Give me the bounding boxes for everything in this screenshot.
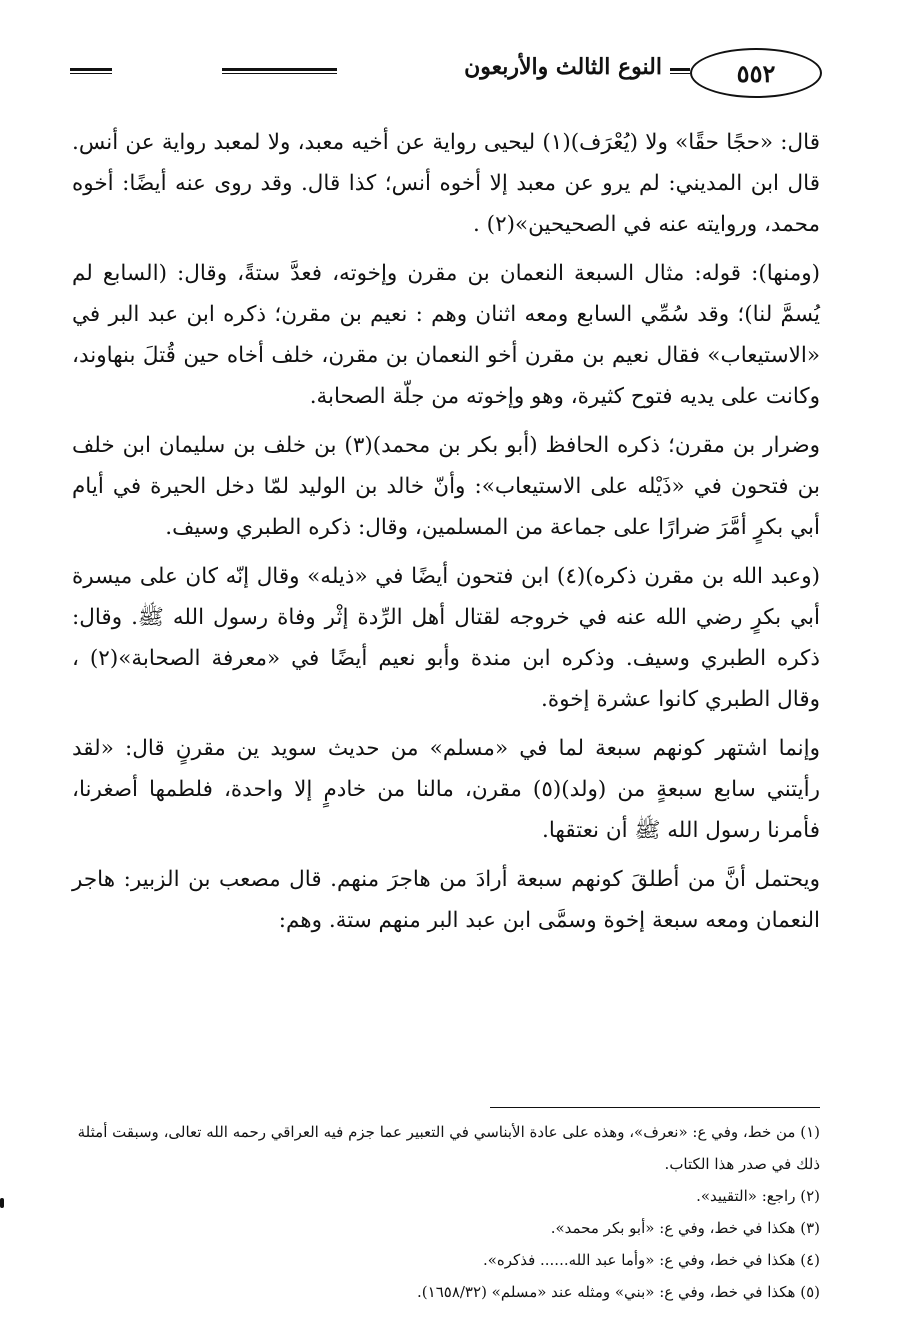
page-number: ٥٥٢: [690, 48, 822, 98]
header-rule: [670, 68, 690, 74]
footnote: (٣) هكذا في خط، وفي ع: «أبو بكر محمد».: [550, 1219, 820, 1237]
footnote: (١) من خط، وفي ع: «نعرف»، وهذه على عادة الأبناسي في التعبير عما جزم فيه العراقي رحمه الله تعالى، وسبقت أمثلة ذلك في صدر هذا الكتاب.: [77, 1123, 820, 1173]
header-rule: [70, 68, 112, 74]
footnote-separator: [490, 1107, 820, 1108]
footnote: (٤) هكذا في خط، وفي ع: «وأما عبد الله...... فذكره».: [482, 1251, 820, 1269]
header-rule: [222, 68, 337, 74]
page-header: [70, 40, 822, 104]
paragraph: ويحتمل أنَّ من أطلقَ كونهم سبعة أرادَ من هاجرَ منهم. قال مصعب بن الزبير: هاجر النعمان ومعه سبعة إخوة وسمَّى ابن عبد البر منهم ستة. وهم:: [72, 867, 820, 933]
paragraph: وضرار بن مقرن؛ ذكره الحافظ (أبو بكر بن محمد)(٣) بن خلف بن سليمان ابن خلف بن فتحون في «ذَيْله على الاستيعاب»: وأنّ خالد بن الوليد لمّا دخل الحيرة في أيام أبي بكرٍ أمَّرَ ضرارًا على جماعة من المسلمين، وقال: ذكره الطبري وسيف.: [72, 433, 821, 540]
paragraph: قال: «حجًا حقًا» ولا (يُعْرَف)(١) ليحيى رواية عن أخيه معبد، ولا لمعبد رواية عن أنس. قال ابن المديني: لم يرو عن معبد إلا أخوه أنس؛ كذا قال. وقد روى عنه أيضًا: أخوه محمد، وروايته عنه في الصحيحين»(٢) .: [72, 130, 821, 237]
footnote: (٥) هكذا في خط، وفي ع: «بني» ومثله عند «مسلم» (١٦٥٨/٣٢).: [417, 1283, 820, 1301]
scan-mark: [0, 1198, 4, 1208]
paragraph: (وعبد الله بن مقرن ذكره)(٤) ابن فتحون أيضًا في «ذيله» وقال إنّه كان على ميسرة أبي بكرٍ رضي الله عنه في خروجه لقتال أهل الرِّدة إثْر وفاة رسول الله ﷺ. وقال: ذكره الطبري وسيف. وذكره ابن مندة وأبو نعيم أيضًا في «معرفة الصحابة»(٢) ، وقال الطبري كانوا عشرة إخوة.: [72, 564, 820, 712]
footnote: (٢) راجع: «التقييد».: [696, 1187, 820, 1205]
footnotes: [76, 1116, 820, 1308]
paragraph: (ومنها): قوله: مثال السبعة النعمان بن مقرن وإخوته، فعدَّ ستةً، وقال: (السابع لم يُسمَّ لنا)؛ وقد سُمِّي السابع ومعه اثنان وهم : نعيم بن مقرن؛ ذكره ابن عبد البر في «الاستيعاب» فقال نعيم بن مقرن أخو النعمان بن مقرن، خلف أخاه حين قُتلَ بنهاوند، وكانت على يديه فتوح كثيرة، وهو وإخوته من جلّة الصحابة.: [72, 261, 820, 409]
chapter-title: النوع الثالث والأربعون: [464, 54, 662, 80]
paragraph: وإنما اشتهر كونهم سبعة لما في «مسلم» من حديث سويد ين مقرنٍ قال: «لقد رأيتني سابع سبعةٍ من (ولد)(٥) مقرن، مالنا من خادمٍ إلا واحدة، فلطمها أصغرنا، فأمرنا رسول الله ﷺ أن نعتقها.: [72, 736, 821, 843]
main-text: [72, 122, 820, 949]
